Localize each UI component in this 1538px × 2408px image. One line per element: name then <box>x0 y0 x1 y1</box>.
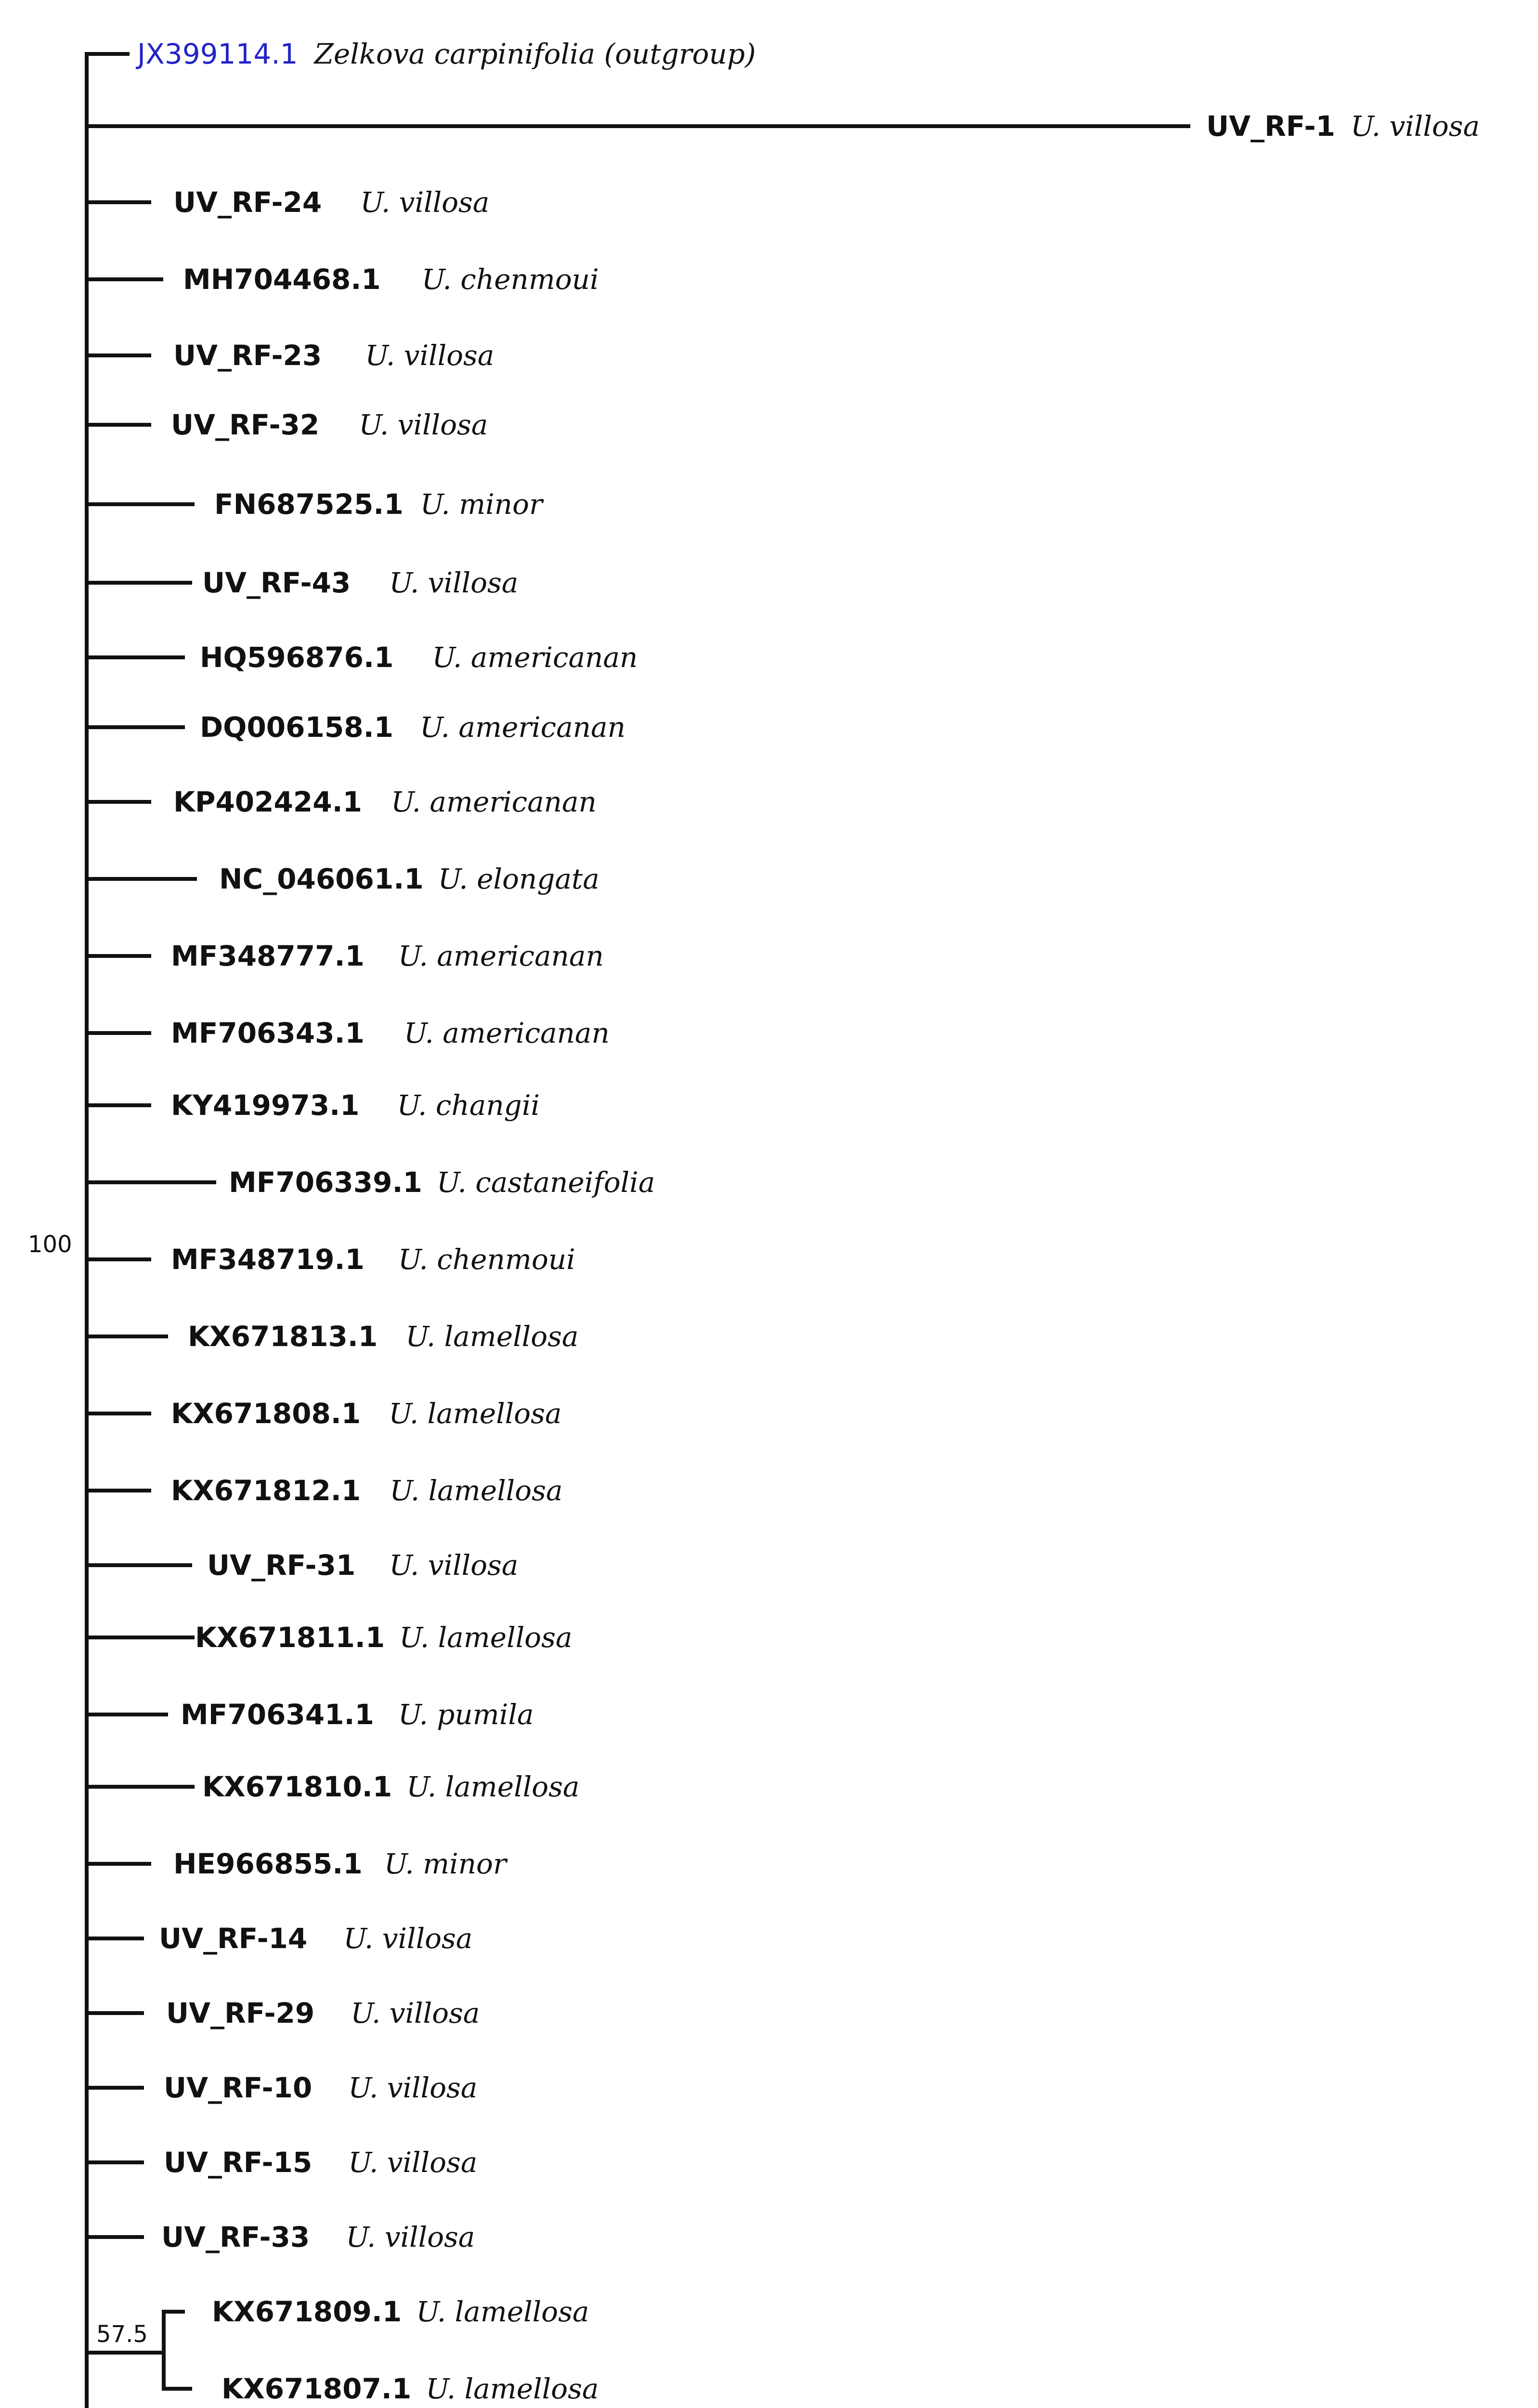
leaf-species: U. minor <box>384 1847 507 1880</box>
leaf-species: U. changii <box>397 1089 540 1122</box>
leaf-accession: MF348719.1 <box>171 1243 365 1276</box>
leaf-label <box>181 1698 534 1731</box>
leaf-accession: NC_046061.1 <box>219 863 424 895</box>
leaf-species: U. americanan <box>391 785 597 818</box>
leaf-accession: UV_RF-23 <box>173 339 322 372</box>
leaf-label <box>200 711 626 744</box>
leaf-accession: KX671810.1 <box>202 1770 392 1803</box>
leaf-label <box>219 863 600 895</box>
leaf-species: U. lamellosa <box>389 1397 562 1430</box>
leaf-label <box>173 1847 508 1880</box>
leaf-accession: UV_RF-32 <box>171 408 320 441</box>
leaf-species: U. chenmoui <box>421 263 599 296</box>
leaf-species: U. lamellosa <box>399 1621 573 1654</box>
leaf-species: U. elongata <box>438 863 600 895</box>
leaf-species: U. castaneifolia <box>436 1166 655 1199</box>
leaf-label <box>202 566 518 599</box>
leaf-label <box>161 2221 475 2253</box>
leaf-accession: UV_RF-24 <box>173 186 322 219</box>
leaf-species: U. villosa <box>365 339 495 372</box>
leaf-accession: UV_RF-43 <box>202 566 351 599</box>
leaf-species: U. americanan <box>432 641 638 674</box>
leaf-accession: KX671808.1 <box>171 1397 361 1430</box>
leaf-accession: MF706341.1 <box>181 1698 374 1731</box>
leaf-accession: MH704468.1 <box>183 263 381 296</box>
clade-a-leaf-1-label <box>212 2295 589 2328</box>
leaf-label <box>171 1017 610 1049</box>
leaf-species: U. pumila <box>398 1698 534 1731</box>
leaf-label <box>159 1922 472 1955</box>
leaf-species: U. villosa <box>343 1922 473 1955</box>
leaf-species: U. villosa <box>348 2071 478 2104</box>
outgroup-label <box>136 38 756 70</box>
leaf-species: U. villosa <box>351 1997 480 2029</box>
leaf-accession: MF706343.1 <box>171 1017 365 1049</box>
clade-a-leaf-2-species: U. lamellosa <box>426 2372 599 2405</box>
leaf-species: U. lamellosa <box>405 1320 579 1353</box>
leaf-accession: UV_RF-14 <box>159 1922 308 1955</box>
leaf-accession: MF706339.1 <box>229 1166 422 1199</box>
leaf-accession: HE966855.1 <box>173 1847 363 1880</box>
leaf-species: U. chenmoui <box>398 1243 575 1276</box>
leaf-accession: FN687525.1 <box>214 488 404 521</box>
leaf-accession: MF348777.1 <box>171 940 365 972</box>
leaf-label <box>171 940 604 972</box>
outgroup-species: Zelkova carpinifolia (outgroup) <box>314 38 756 70</box>
leaf-label <box>171 1089 540 1122</box>
leaf-accession: KX671811.1 <box>195 1621 385 1654</box>
leaf-label <box>171 1474 562 1507</box>
leaf-label <box>188 1320 578 1353</box>
leaf-species: U. villosa <box>359 408 488 441</box>
leaf-species: U. minor <box>420 488 543 521</box>
leaf-label <box>171 1397 561 1430</box>
leaf-accession: UV_RF-10 <box>164 2071 313 2104</box>
leaf-species: U. villosa <box>389 566 519 599</box>
leaf-label <box>195 1621 572 1654</box>
clade-a-leaf-2-label <box>222 2372 599 2405</box>
leaf-species: U. villosa <box>346 2221 475 2253</box>
leaf-accession: KX671812.1 <box>171 1474 361 1507</box>
clade-a-leaf-1-accession: KX671809.1 <box>212 2295 402 2328</box>
leaf-species: U. americanan <box>419 711 626 744</box>
root-support-label: 100 <box>28 1231 72 1258</box>
leaf-label <box>214 488 544 521</box>
leaf-label <box>229 1166 655 1199</box>
leaf-group <box>87 186 655 2253</box>
leaf-species: U. villosa <box>348 2146 478 2179</box>
leaf-label <box>207 1549 518 1582</box>
clade-a-support-label: 57.5 <box>96 2321 148 2348</box>
leaf-label <box>173 339 494 372</box>
long-branch-label <box>1206 110 1480 143</box>
leaf-label <box>171 1243 575 1276</box>
clade-a-leaf-1-species: U. lamellosa <box>416 2295 589 2328</box>
leaf-accession: DQ006158.1 <box>200 711 393 744</box>
leaf-label <box>166 1997 480 2029</box>
leaf-accession: UV_RF-33 <box>161 2221 310 2253</box>
leaf-species: U. americanan <box>404 1017 610 1049</box>
leaf-species: U. villosa <box>389 1549 519 1582</box>
leaf-accession: KY419973.1 <box>171 1089 360 1122</box>
long-branch-species: U. villosa <box>1350 110 1480 143</box>
leaf-label <box>164 2146 477 2179</box>
leaf-label <box>171 408 488 441</box>
leaf-label <box>183 263 599 296</box>
leaf-label <box>164 2071 477 2104</box>
leaf-accession: UV_RF-15 <box>164 2146 313 2179</box>
leaf-species: U. americanan <box>398 940 604 972</box>
leaf-species: U. lamellosa <box>390 1474 563 1507</box>
leaf-label <box>202 1770 579 1803</box>
leaf-label <box>173 785 597 818</box>
leaf-label <box>200 641 638 674</box>
leaf-accession: UV_RF-31 <box>207 1549 356 1582</box>
leaf-label <box>173 186 489 219</box>
leaf-accession: KP402424.1 <box>173 785 362 818</box>
leaf-accession: HQ596876.1 <box>200 641 394 674</box>
leaf-accession: KX671813.1 <box>188 1320 378 1353</box>
long-branch-accession: UV_RF-1 <box>1206 110 1335 143</box>
leaf-species: U. villosa <box>360 186 490 219</box>
leaf-accession: UV_RF-29 <box>166 1997 315 2029</box>
leaf-species: U. lamellosa <box>406 1770 580 1803</box>
outgroup-accession: JX399114.1 <box>137 38 298 70</box>
clade-a-leaf-2-accession: KX671807.1 <box>222 2372 412 2405</box>
